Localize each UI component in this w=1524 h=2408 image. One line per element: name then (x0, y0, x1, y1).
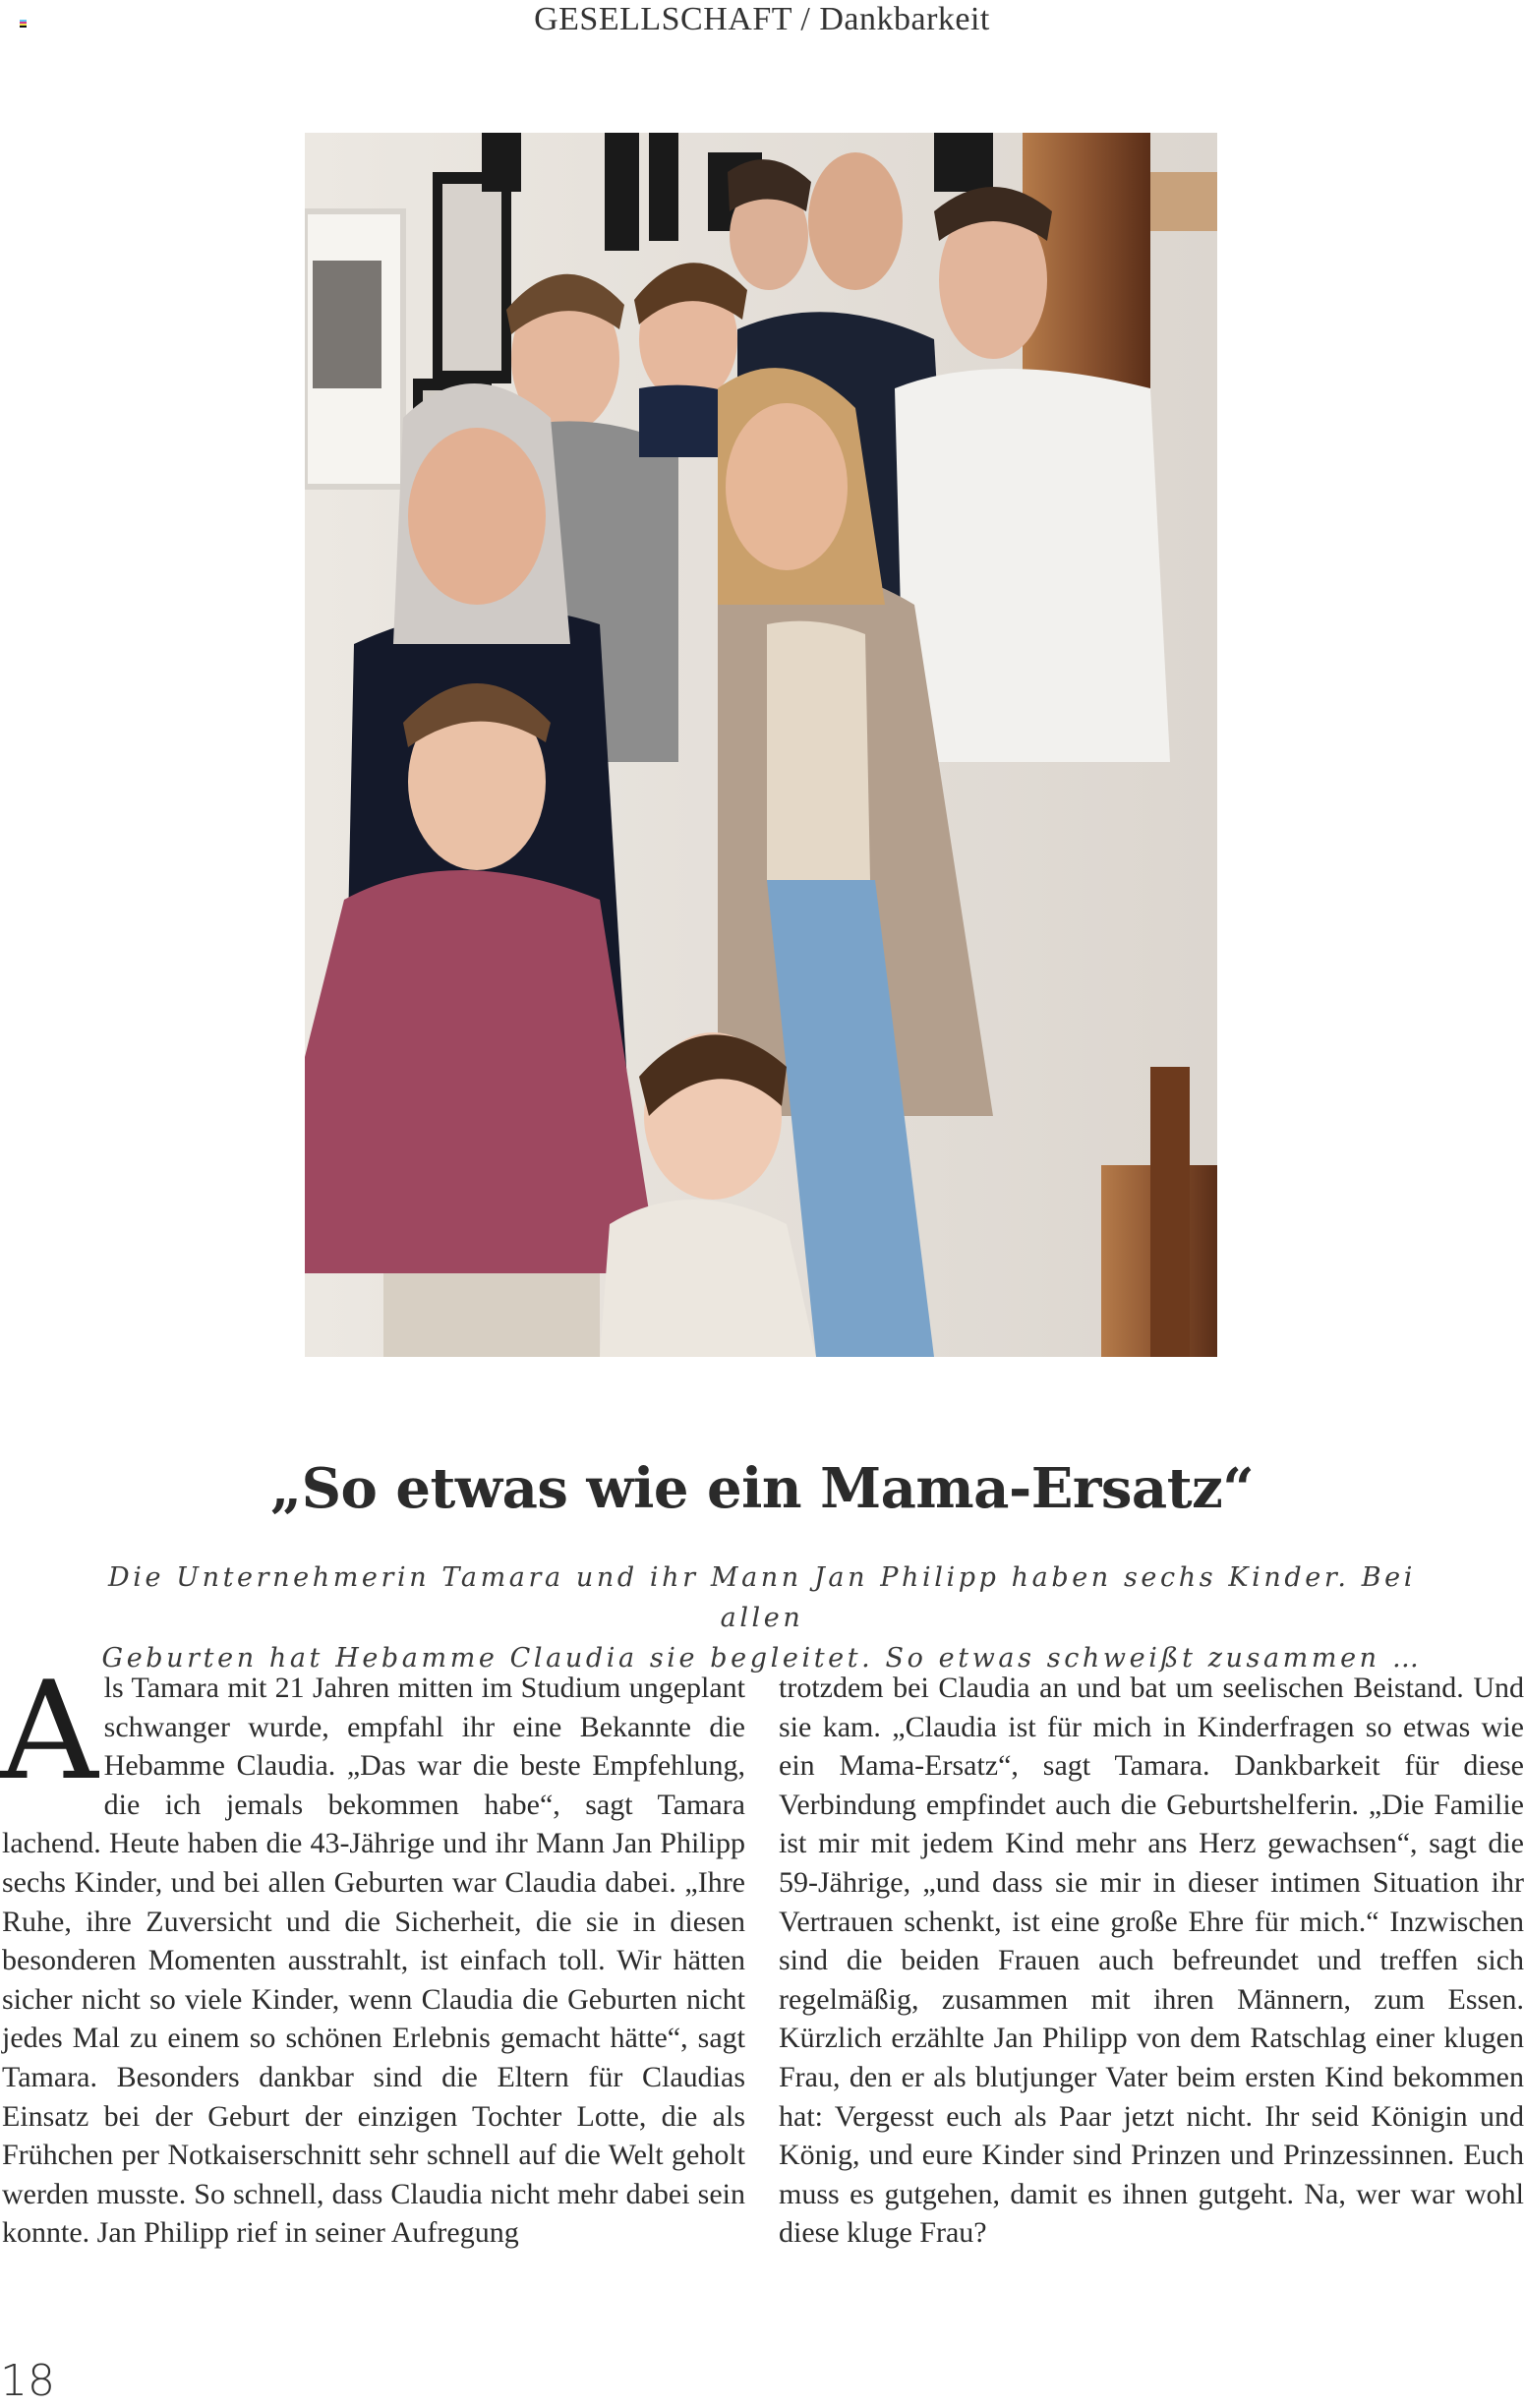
article-headline: „So etwas wie ein Mama-Ersatz“ (269, 1456, 1255, 1521)
body-text-left: ls Tamara mit 21 Jahren mitten im Studium ungeplant schwanger wurde, empfahl ihr eine Bekannte die Hebamme Claudia. „Das war die beste Empfehlung, die ich jemals bekommen habe“, sagt Tamara lachend. Heute haben die 43-Jährige und ihr Mann Jan Philipp sechs Kinder, und bei allen Geburten war Claudia dabei. „Ihre Ruhe, ihre Zuversicht und die Sicherheit, die sie in diesen besonderen Momenten ausstrahlt, ist einfach toll. Wir hätten sicher nicht so viele Kinder, wenn Claudia die Geburten nicht jedes Mal zu einem so schönen Erlebnis gemacht hätte“, sagt Tamara. Besonders dankbar sind die Eltern für Claudias Einsatz bei der Geburt der einzigen Tochter Lotte, die als Frühchen per Notkaiserschnitt sehr schnell auf die Welt geholt werden musste. So schnell, dass Claudia nicht mehr dabei sein konnte. Jan Philipp rief in seiner Aufregung (2, 1672, 745, 2250)
drop-cap: A (0, 1652, 98, 1810)
subhead-line-1: Die Unternehmerin Tamara und ihr Mann Jan Philipp haben sechs Kinder. Bei allen (108, 1562, 1416, 1633)
running-head: GESELLSCHAFT / Dankbarkeit (534, 1, 990, 37)
subhead-line-2: Geburten hat Hebamme Claudia sie begleitet. So etwas schweißt zusammen … (101, 1643, 1423, 1674)
article-column-left (0, 1652, 745, 2253)
article-subhead (79, 1557, 1445, 1678)
family-photo (305, 133, 1217, 1357)
body-text-right: trotzdem bei Claudia an und bat um seelischen Beistand. Und sie kam. „Claudia ist für mich in Kinderfragen so etwas wie ein Mama-Ersatz“, sagt Tamara. Dankbarkeit für diese Verbindung empfindet auch die Geburtshelferin. „Die Familie ist mir mit jedem Kind mehr ans Herz gewachsen“, sagt die 59-Jährige, „und dass sie mir in dieser intimen Situation ihr Vertrauen schenkt, ist eine große Ehre für mich.“ Inzwischen sind die beiden Frauen auch befreundet und treffen sich regelmäßig, zusammen mit ihren Männern, zum Essen. Kürzlich erzählte Jan Philipp von dem Ratschlag einer klugen Frau, den er als blutjunger Vater beim ersten Kind bekommen hat: Vergesst euch als Paar jetzt nicht. Ihr seid Königin und König, und eure Kinder sind Prinzen und Prinzessinnen. Euch muss es gutgehen, damit es ihnen gutgeht. Na, wer war wohl diese kluge Frau? (779, 1672, 1524, 2250)
photo-image-icon (305, 133, 1217, 1357)
page-number: 18 (0, 2356, 55, 2406)
article-column-right (779, 1669, 1524, 2253)
